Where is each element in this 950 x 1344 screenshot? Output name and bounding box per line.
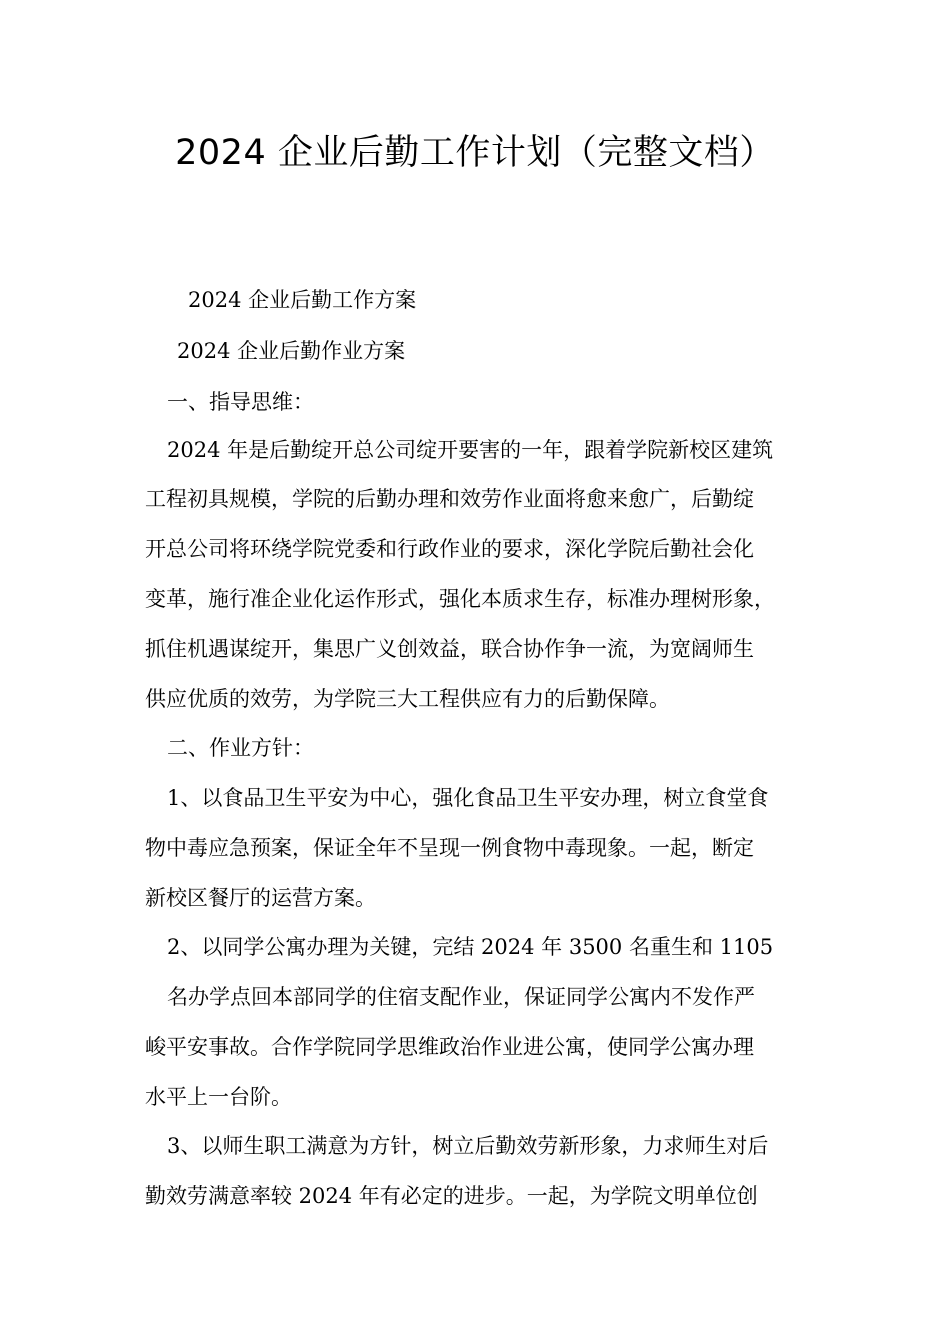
section-heading: 二、作业方针： bbox=[167, 736, 314, 760]
text-line: 变革，施行准企业化运作形式，强化本质求生存，标准办理树形象， bbox=[145, 587, 775, 611]
text-line: 供应优质的效劳，为学院三大工程供应有力的后勤保障。 bbox=[145, 687, 670, 711]
text-line: 峻平安事故。合作学院同学思维政治作业进公寓，使同学公寓办理 bbox=[145, 1035, 754, 1059]
text-line: 3、以师生职工满意为方针，树立后勤效劳新形象，力求师生对后 bbox=[167, 1134, 769, 1158]
section-heading: 一、指导思维： bbox=[167, 390, 314, 414]
text-line: 2、以同学公寓办理为关键，完结 2024 年 3500 名重生和 1105 bbox=[167, 935, 774, 959]
text-line: 勤效劳满意率较 2024 年有必定的进步。一起，为学院文明单位创 bbox=[145, 1184, 758, 1208]
text-line: 2024 企业后勤工作方案 bbox=[188, 288, 417, 312]
document-title: 2024 企业后勤工作计划（完整文档） bbox=[175, 133, 775, 173]
text-line: 1、以食品卫生平安为中心，强化食品卫生平安办理，树立食堂食 bbox=[167, 786, 769, 810]
text-line: 水平上一台阶。 bbox=[145, 1085, 292, 1109]
text-line: 新校区餐厅的运营方案。 bbox=[145, 886, 376, 910]
text-line: 开总公司将环绕学院党委和行政作业的要求，深化学院后勤社会化 bbox=[145, 537, 754, 561]
text-line: 名办学点回本部同学的住宿支配作业，保证同学公寓内不发作严 bbox=[167, 985, 755, 1009]
text-line: 2024 企业后勤作业方案 bbox=[177, 339, 406, 363]
text-line: 2024 年是后勤绽开总公司绽开要害的一年，跟着学院新校区建筑 bbox=[167, 438, 774, 462]
text-line: 物中毒应急预案，保证全年不呈现一例食物中毒现象。一起，断定 bbox=[145, 836, 754, 860]
text-line: 抓住机遇谋绽开，集思广义创效益，联合协作争一流，为宽阔师生 bbox=[145, 637, 754, 661]
text-line: 工程初具规模，学院的后勤办理和效劳作业面将愈来愈广，后勤绽 bbox=[145, 487, 754, 511]
